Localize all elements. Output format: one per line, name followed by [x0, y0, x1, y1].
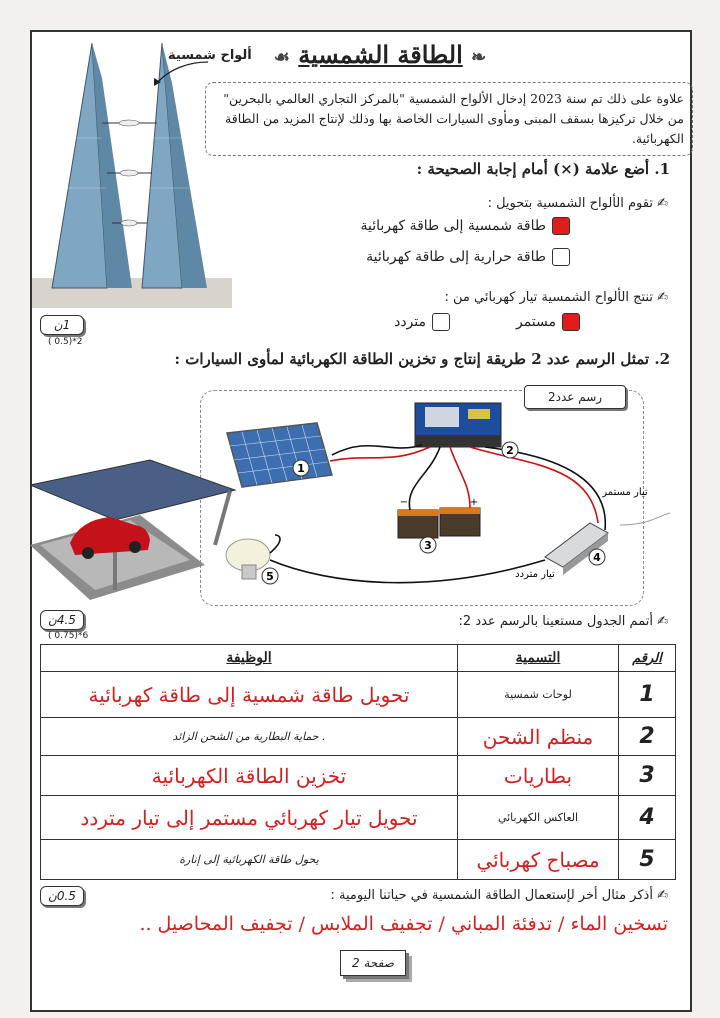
row-function: تحويل تيار كهربائي مستمر إلى تيار متردد [41, 796, 458, 840]
tower-label-arrow [150, 58, 210, 88]
diagram-label-2: 2 [506, 444, 514, 457]
row-function: تخزين الطاقة الكهربائية [41, 756, 458, 796]
points-badge-q3: 4.5ن [40, 610, 84, 630]
tower-solar-panels-label: ألواح شمسية [168, 48, 252, 63]
question-1-stem-a: ✍ تقوم الألواح الشمسية بتحويل : [487, 196, 668, 211]
table-row [41, 756, 676, 796]
header-num: الرقم [619, 645, 676, 672]
battery-plus-label: + [469, 497, 479, 508]
row-name: العاكس الكهربائي [458, 796, 619, 840]
question-2-heading: 2. تمثل الرسم عدد 2 طريقة إنتاج و تخزين الطاقة الكهربائية لمأوى السيارات : [174, 350, 670, 368]
table-header-row [41, 645, 676, 672]
battery-minus-label: − [399, 497, 409, 508]
pencil-icon: ✍ [657, 290, 668, 305]
points-note-q3: 6*(0.75 ) [48, 631, 89, 641]
diagram-label-5: 5 [266, 570, 274, 583]
option-alternating-current[interactable]: متردد [394, 313, 450, 331]
row-name: بطاريات [458, 756, 619, 796]
row-num: 3 [619, 756, 676, 796]
table-row [41, 672, 676, 718]
charge-controller-illustration [415, 403, 501, 447]
header-function: الوظيفة [41, 645, 458, 672]
question-4-heading: ✍ أذكر مثال أخر لإستعمال الطاقة الشمسية في حياتنا اليومية : [330, 888, 668, 903]
solar-panel-illustration [227, 423, 332, 487]
dc-current-label: تيار مستمر [602, 487, 648, 498]
points-badge-q4: 0.5ن [40, 886, 84, 906]
row-name: مصباح كهربائي [458, 840, 619, 880]
pencil-icon: ✍ [657, 888, 668, 903]
solar-system-diagram [30, 395, 670, 605]
carport-illustration [30, 460, 235, 600]
pencil-icon: ✍ [657, 614, 668, 629]
question-1-heading: 1. أضع علامة (×) أمام إجابة الصحيحة : [416, 160, 670, 178]
intro-paragraph: علاوة على ذلك تم سنة 2023 إدخال الألواح الشمسية "بالمركز التجاري العالمي بالبحرين" من خلال تركيزها بسقف المبنى ومأوى السيارات الخاصة بها وذلك لإنتاج المزيد من الطاقة الكهربائية. [205, 82, 693, 156]
row-name: منظم الشحن [458, 718, 619, 756]
title-ornament-icon: ❧ [471, 47, 487, 68]
row-num: 1 [619, 672, 676, 718]
components-table [40, 644, 676, 880]
diagram-label-4: 4 [593, 551, 601, 564]
diagram-label-1: 1 [297, 462, 305, 475]
title-ornament-icon: ☙ [273, 47, 290, 68]
row-name: لوحات شمسية [458, 672, 619, 718]
ac-current-label: تيار متردد [515, 569, 555, 580]
option-direct-current[interactable]: مستمر [516, 313, 580, 331]
header-name: التسمية [458, 645, 619, 672]
row-function: تحويل طاقة شمسية إلى طاقة كهربائية [41, 672, 458, 718]
batteries-illustration [398, 508, 480, 538]
figure-label: رسم عدد2 [524, 385, 626, 409]
points-note-q1: 2*(0.5 ) [48, 337, 83, 347]
table-row [41, 796, 676, 840]
option-solar-to-electric[interactable]: طاقة شمسية إلى طاقة كهربائية [360, 217, 570, 235]
row-num: 4 [619, 796, 676, 840]
page-number: صفحة 2 [340, 950, 406, 976]
checkbox-unchecked[interactable] [432, 313, 450, 331]
checkbox-checked[interactable] [552, 217, 570, 235]
option-thermal-to-electric[interactable]: طاقة حرارية إلى طاقة كهربائية [366, 248, 570, 266]
question-3-heading: ✍ أتمم الجدول مستعينا بالرسم عدد 2: [458, 614, 668, 629]
row-num: 2 [619, 718, 676, 756]
question-1-stem-b: ✍ تنتج الألواح الشمسية تيار كهربائي من : [444, 290, 668, 305]
points-badge-q1: 1ن [40, 315, 84, 335]
checkbox-checked[interactable] [562, 313, 580, 331]
diagram-label-3: 3 [424, 539, 432, 552]
row-function: . حماية البطارية من الشحن الزائد [41, 718, 458, 756]
table-row [41, 718, 676, 756]
pencil-icon: ✍ [657, 196, 668, 211]
table-row [41, 840, 676, 880]
question-4-answer: تسخين الماء / تدفئة المباني / تجفيف الملابس / تجفيف المحاصيل .. [139, 913, 668, 935]
row-num: 5 [619, 840, 676, 880]
page-title: ❧ الطاقة الشمسية ☙ [273, 40, 487, 69]
row-function: يحول طاقة الكهربائية إلى إنارة [41, 840, 458, 880]
checkbox-unchecked[interactable] [552, 248, 570, 266]
